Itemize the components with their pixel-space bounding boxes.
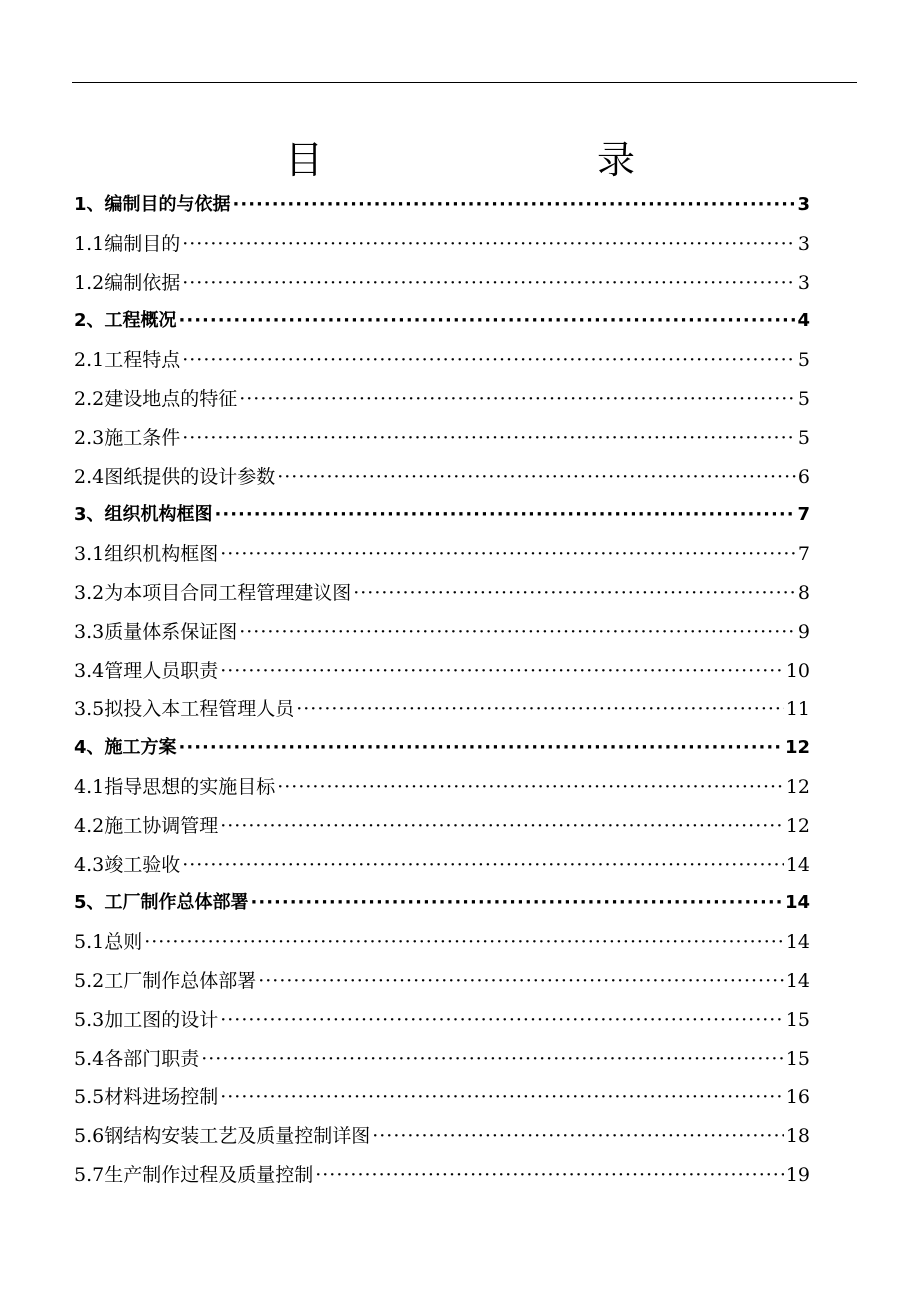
toc-page-number: 15	[785, 1047, 810, 1070]
toc-page-number: 4	[797, 310, 810, 332]
toc-page-number: 14	[785, 969, 810, 992]
toc-entry-label: 5.5材料进场控制	[74, 1086, 219, 1109]
toc-subsection-entry[interactable]	[74, 1001, 810, 1040]
toc-entry-label: 4、施工方案	[74, 737, 177, 759]
toc-dot-leader	[182, 225, 796, 264]
toc-page-number: 14	[785, 853, 810, 876]
toc-entry-label: 1.1编制目的	[74, 232, 181, 255]
toc-page-number: 5	[797, 387, 810, 410]
toc-page-number: 6	[797, 465, 810, 488]
toc-dot-leader	[179, 302, 796, 341]
toc-dot-leader	[220, 652, 784, 691]
toc-subsection-entry[interactable]	[74, 846, 810, 885]
toc-entry-label: 2.2建设地点的特征	[74, 387, 238, 410]
toc-entry-label: 5.3加工图的设计	[74, 1008, 219, 1031]
header-rule	[72, 82, 857, 83]
toc-page-number: 12	[785, 775, 810, 798]
toc-subsection-entry[interactable]	[74, 264, 810, 303]
toc-page-number: 5	[797, 426, 810, 449]
toc-page-number: 11	[785, 698, 810, 721]
toc-entry-label: 2.1工程特点	[74, 349, 181, 372]
toc-entry-label: 1.2编制依据	[74, 271, 181, 294]
toc-dot-leader	[220, 1001, 784, 1040]
toc-page-number: 14	[784, 892, 810, 914]
toc-dot-leader	[239, 380, 796, 419]
toc-page-number: 18	[785, 1125, 810, 1148]
toc-page-number: 8	[797, 581, 810, 604]
toc-section-entry[interactable]	[74, 729, 810, 768]
toc-subsection-entry[interactable]	[74, 652, 810, 691]
toc-entry-label: 5.6钢结构安装工艺及质量控制详图	[74, 1125, 371, 1148]
toc-page-number: 12	[785, 814, 810, 837]
toc-page-number: 5	[797, 349, 810, 372]
toc-subsection-entry[interactable]	[74, 458, 810, 497]
toc-subsection-entry[interactable]	[74, 225, 810, 264]
toc-entry-label: 4.3竣工验收	[74, 853, 181, 876]
toc-subsection-entry[interactable]	[74, 1078, 810, 1117]
toc-entry-label: 5.4各部门职责	[74, 1047, 200, 1070]
toc-dot-leader	[315, 1156, 784, 1195]
toc-entry-label: 3.3质量体系保证图	[74, 620, 238, 643]
toc-entry-label: 2.4图纸提供的设计参数	[74, 465, 276, 488]
toc-subsection-entry[interactable]	[74, 419, 810, 458]
toc-page-number: 7	[797, 504, 810, 526]
toc-dot-leader	[233, 186, 796, 225]
toc-page-number: 3	[797, 232, 810, 255]
toc-entry-label: 5.2工厂制作总体部署	[74, 969, 257, 992]
toc-subsection-entry[interactable]	[74, 923, 810, 962]
toc-subsection-entry[interactable]	[74, 1117, 810, 1156]
toc-page-number: 3	[797, 271, 810, 294]
toc-page-number: 19	[785, 1163, 810, 1186]
toc-dot-leader	[277, 768, 784, 807]
toc-dot-leader	[144, 923, 784, 962]
toc-page-number: 7	[797, 543, 810, 566]
toc-dot-leader	[220, 807, 784, 846]
toc-entry-label: 3、组织机构框图	[74, 504, 213, 526]
toc-subsection-entry[interactable]	[74, 807, 810, 846]
toc-page-number: 10	[785, 659, 810, 682]
toc-dot-leader	[372, 1117, 784, 1156]
toc-dot-leader	[251, 884, 783, 923]
toc-dot-leader	[182, 341, 796, 380]
toc-dot-leader	[353, 574, 796, 613]
toc-entry-label: 2、工程概况	[74, 310, 177, 332]
toc-dot-leader	[220, 535, 796, 574]
toc-entry-label: 5、工厂制作总体部署	[74, 892, 249, 914]
toc-page-number: 14	[785, 931, 810, 954]
toc-entry-label: 4.1指导思想的实施目标	[74, 775, 276, 798]
toc-subsection-entry[interactable]	[74, 341, 810, 380]
toc-subsection-entry[interactable]	[74, 1156, 810, 1195]
table-of-contents	[74, 186, 810, 1195]
toc-section-entry[interactable]	[74, 186, 810, 225]
toc-dot-leader	[201, 1040, 784, 1079]
toc-page-number: 9	[797, 620, 810, 643]
toc-dot-leader	[258, 962, 784, 1001]
toc-dot-leader	[215, 496, 796, 535]
toc-dot-leader	[179, 729, 783, 768]
toc-subsection-entry[interactable]	[74, 962, 810, 1001]
toc-entry-label: 5.1总则	[74, 931, 143, 954]
toc-entry-label: 1、编制目的与依据	[74, 194, 231, 215]
toc-page-number: 15	[785, 1008, 810, 1031]
toc-dot-leader	[239, 613, 796, 652]
toc-section-entry[interactable]	[74, 884, 810, 923]
toc-subsection-entry[interactable]	[74, 535, 810, 574]
toc-dot-leader	[220, 1078, 784, 1117]
toc-entry-label: 3.4管理人员职责	[74, 659, 219, 682]
toc-subsection-entry[interactable]	[74, 574, 810, 613]
toc-section-entry[interactable]	[74, 302, 810, 341]
toc-dot-leader	[296, 690, 784, 729]
toc-entry-label: 5.7生产制作过程及质量控制	[74, 1163, 314, 1186]
toc-entry-label: 3.5拟投入本工程管理人员	[74, 698, 295, 721]
page-title: 目 录	[284, 138, 753, 182]
toc-dot-leader	[182, 264, 796, 303]
toc-subsection-entry[interactable]	[74, 690, 810, 729]
toc-page-number: 12	[784, 737, 810, 759]
toc-dot-leader	[277, 458, 796, 497]
toc-subsection-entry[interactable]	[74, 1040, 810, 1079]
toc-page-number: 16	[785, 1086, 810, 1109]
toc-entry-label: 3.2为本项目合同工程管理建议图	[74, 581, 352, 604]
toc-dot-leader	[182, 846, 784, 885]
toc-entry-label: 4.2施工协调管理	[74, 814, 219, 837]
toc-entry-label: 2.3施工条件	[74, 426, 181, 449]
toc-dot-leader	[182, 419, 796, 458]
toc-section-entry[interactable]	[74, 496, 810, 535]
toc-page-number: 3	[797, 194, 810, 215]
toc-entry-label: 3.1组织机构框图	[74, 543, 219, 566]
toc-subsection-entry[interactable]	[74, 380, 810, 419]
toc-subsection-entry[interactable]	[74, 768, 810, 807]
toc-subsection-entry[interactable]	[74, 613, 810, 652]
